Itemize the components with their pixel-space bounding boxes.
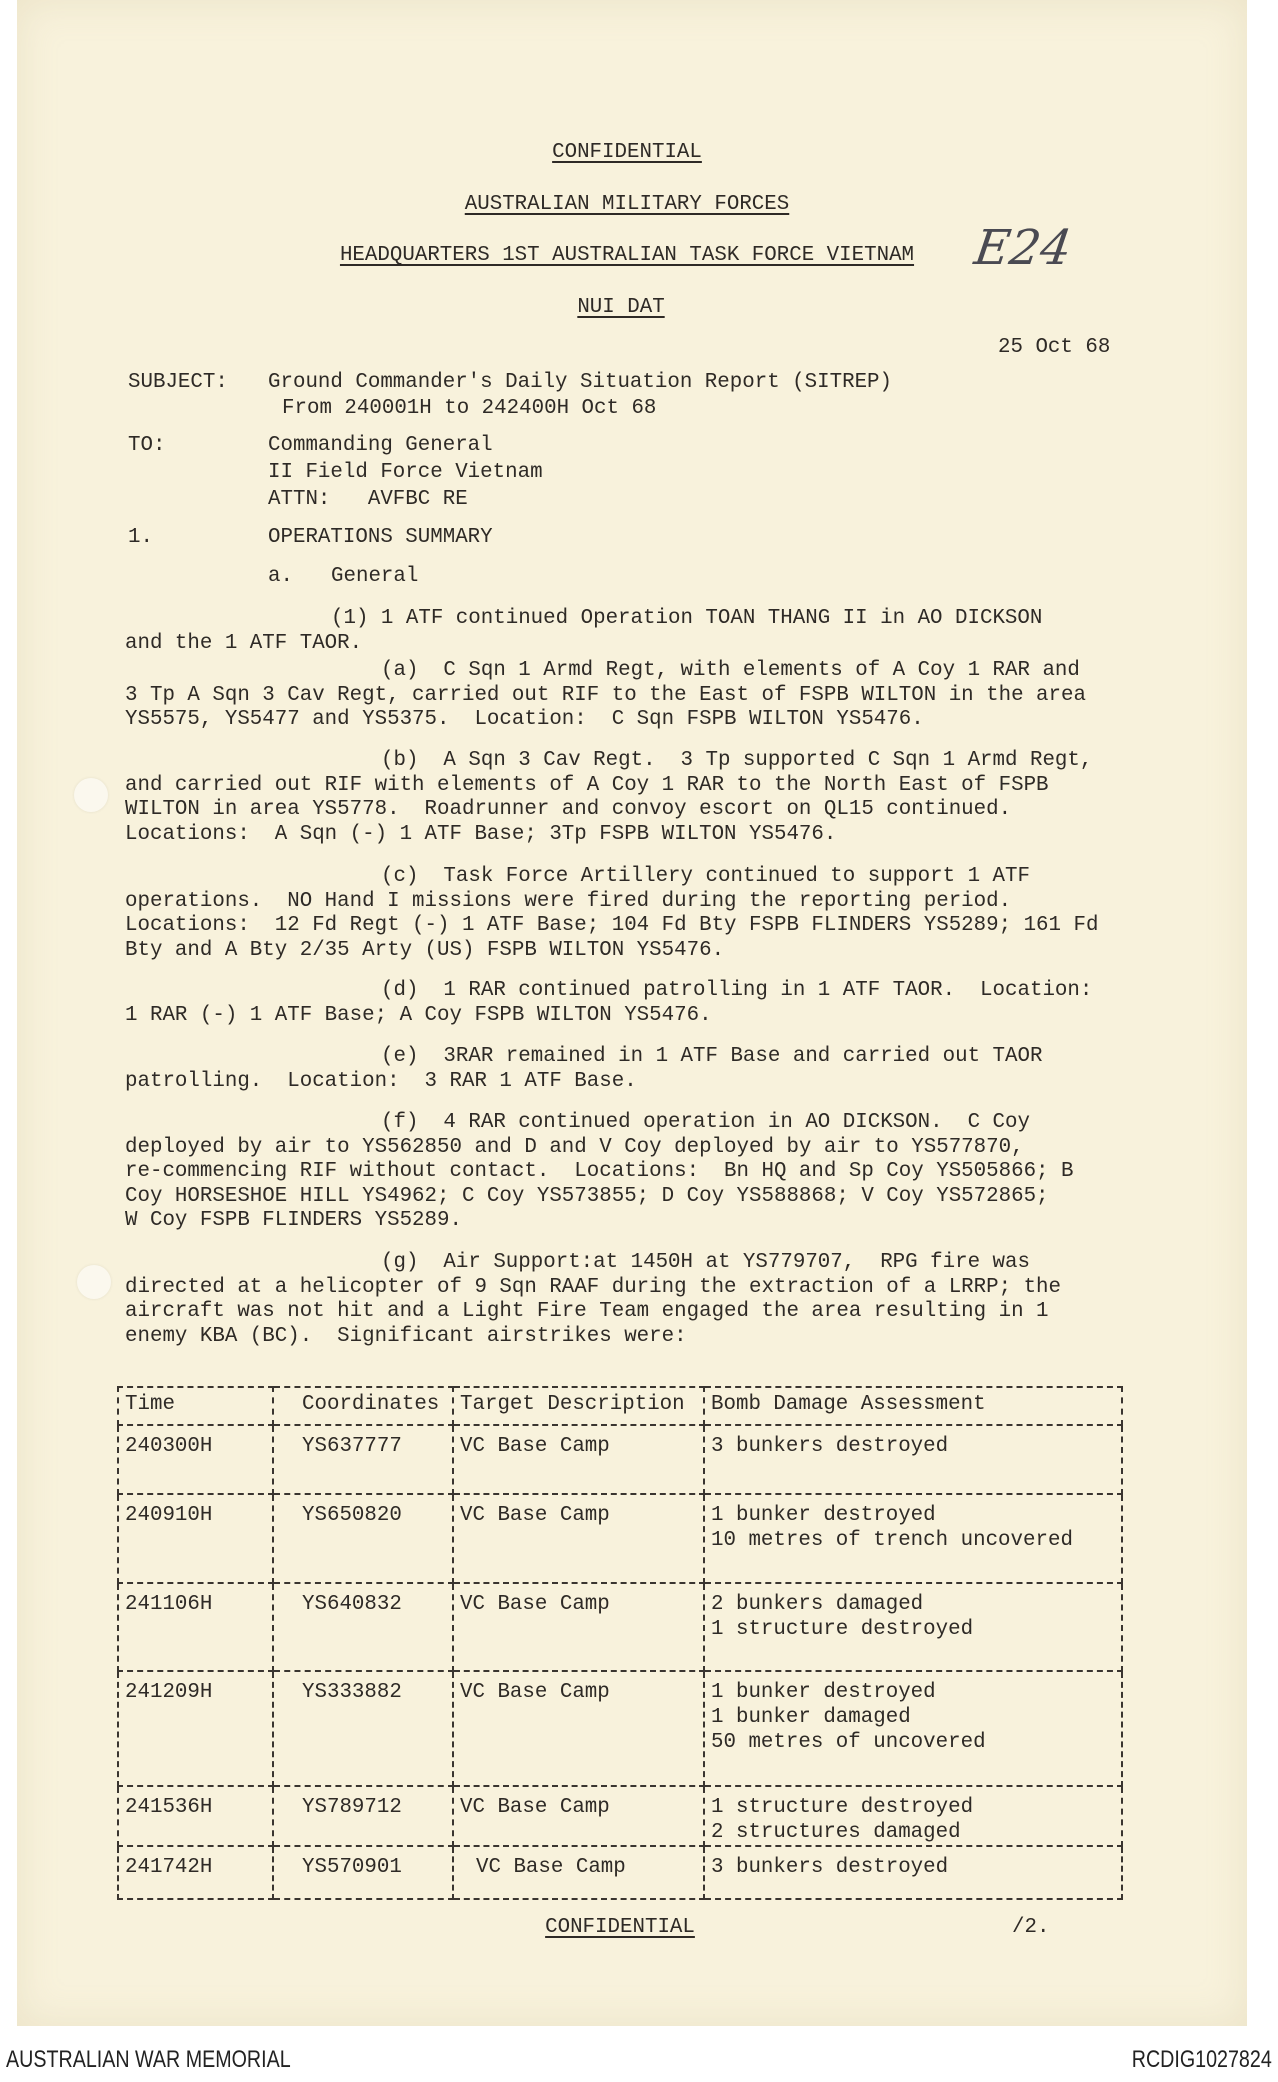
paragraph-d — [125, 979, 1092, 1028]
text-line: (a) C Sqn 1 Armd Regt, with elements of A Coy 1 RAR and — [381, 659, 1080, 682]
coordinates-cell: YS789712 — [273, 1786, 453, 1846]
target-cell: VC Base Camp — [453, 1494, 704, 1583]
text-line: Locations: A Sqn (-) 1 ATF Base; 3Tp FSPB WILTON YS5476. — [125, 822, 837, 846]
target-cell: VC Base Camp — [453, 1671, 704, 1786]
section-title: OPERATIONS SUMMARY — [268, 526, 493, 549]
text-line: (g) Air Support:at 1450H at YS779707, RPG fire was — [381, 1251, 1030, 1274]
text-line: directed at a helicopter of 9 Sqn RAAF during the extraction of a LRRP; the — [125, 1275, 1062, 1299]
column-header: Target Description — [453, 1387, 704, 1425]
text-line: aircraft was not hit and a Light Fire Team engaged the area resulting in 1 — [125, 1300, 1049, 1323]
handwritten-reference: E24 — [971, 220, 1076, 276]
text-line: 1 RAR (-) 1 ATF Base; A Coy FSPB WILTON YS5476. — [125, 1003, 712, 1027]
time-cell: 241536H — [118, 1786, 273, 1846]
text-line: (d) 1 RAR continued patrolling in 1 ATF TAOR. Location: — [381, 979, 1093, 1002]
coordinates-cell: YS570901 — [273, 1846, 453, 1899]
next-page-marker: /2. — [1012, 1916, 1050, 1939]
bda-cell: 1 bunker destroyed 1 bunker damaged 50 metres of uncovered — [704, 1671, 1122, 1786]
paragraph-1 — [125, 607, 1042, 656]
text-line: operations. NO Hand I missions were fired during the reporting period. — [125, 889, 1012, 913]
coordinates-cell: YS650820 — [273, 1494, 453, 1583]
paragraph-g — [125, 1251, 1061, 1349]
text-line: and carried out RIF with elements of A Coy 1 RAR to the North East of FSPB — [125, 773, 1049, 797]
text-line: YS5575, YS5477 and YS5375. Location: C Sqn FSPB WILTON YS5476. — [125, 708, 924, 731]
time-cell: 240300H — [118, 1425, 273, 1494]
bda-cell: 2 bunkers damaged 1 structure destroyed — [704, 1583, 1122, 1671]
target-cell: VC Base Camp — [453, 1425, 704, 1494]
to-label: TO: — [128, 434, 166, 457]
table-row — [118, 1786, 1122, 1846]
table-row — [118, 1425, 1122, 1494]
text-line: (e) 3RAR remained in 1 ATF Base and carried out TAOR — [381, 1045, 1043, 1068]
paragraph-a — [125, 659, 1086, 733]
column-header: Bomb Damage Assessment — [704, 1387, 1122, 1425]
text-line: re-commencing RIF without contact. Locations: Bn HQ and Sp Coy YS505866; B — [125, 1160, 1074, 1183]
subject-line: Ground Commander's Daily Situation Report (SITREP) — [268, 371, 893, 394]
table-row — [118, 1846, 1122, 1899]
headquarters-title: HEADQUARTERS 1ST AUSTRALIAN TASK FORCE VIETNAM — [339, 244, 915, 267]
text-line: Bty and A Bty 2/35 Arty (US) FSPB WILTON YS5476. — [125, 938, 725, 962]
bda-cell: 3 bunkers destroyed — [704, 1846, 1122, 1899]
time-cell: 241106H — [118, 1583, 273, 1671]
archive-record-id: RCDIG1027824 — [1131, 2046, 1272, 2073]
punch-hole — [74, 778, 108, 812]
column-header: Coordinates — [273, 1387, 453, 1425]
table-row — [118, 1494, 1122, 1583]
target-cell: VC Base Camp — [453, 1583, 704, 1671]
subsection-letter: a. — [268, 565, 293, 588]
addressee-line: Commanding General — [268, 434, 493, 457]
addressee-line: ATTN: AVFBC RE — [268, 488, 468, 511]
coordinates-cell: YS637777 — [273, 1425, 453, 1494]
bda-cell: 1 structure destroyed 2 structures damaged — [704, 1786, 1122, 1846]
classification-header: CONFIDENTIAL — [552, 141, 702, 164]
classification-footer: CONFIDENTIAL — [545, 1916, 695, 1939]
airstrikes-table — [117, 1386, 1123, 1900]
time-cell: 241209H — [118, 1671, 273, 1786]
time-cell: 241742H — [118, 1846, 273, 1899]
text-line: (1) 1 ATF continued Operation TOAN THANG II in AO DICKSON — [331, 607, 1043, 630]
organisation-title: AUSTRALIAN MILITARY FORCES — [464, 193, 790, 216]
text-line: W Coy FSPB FLINDERS YS5289. — [125, 1209, 462, 1232]
punch-hole — [77, 1265, 111, 1299]
table-row — [118, 1583, 1122, 1671]
document-date: 25 Oct 68 — [998, 336, 1111, 359]
paragraph-f — [125, 1111, 1074, 1234]
table-header-row — [118, 1387, 1122, 1425]
text-line: Locations: 12 Fd Regt (-) 1 ATF Base; 104 Fd Bty FSPB FLINDERS YS5289; 161 Fd — [125, 914, 1099, 937]
target-cell: VC Base Camp — [453, 1846, 704, 1899]
location-title: NUI DAT — [577, 296, 665, 319]
paragraph-c — [125, 865, 1098, 963]
archive-institution: AUSTRALIAN WAR MEMORIAL — [6, 2046, 291, 2073]
text-line: enemy KBA (BC). Significant airstrikes were: — [125, 1324, 687, 1348]
target-cell: VC Base Camp — [453, 1786, 704, 1846]
text-line: deployed by air to YS562850 and D and V Coy deployed by air to YS577870, — [125, 1135, 1024, 1159]
bda-cell: 3 bunkers destroyed — [704, 1425, 1122, 1494]
text-line: Coy HORSESHOE HILL YS4962; C Coy YS573855; D Coy YS588868; V Coy YS572865; — [125, 1184, 1049, 1208]
subject-label: SUBJECT: — [128, 371, 228, 394]
bda-cell: 1 bunker destroyed 10 metres of trench uncovered — [704, 1494, 1122, 1583]
column-header: Time — [118, 1387, 273, 1425]
coordinates-cell: YS640832 — [273, 1583, 453, 1671]
paragraph-b — [125, 749, 1092, 847]
text-line: WILTON in area YS5778. Roadrunner and convoy escort on QL15 continued. — [125, 798, 1012, 821]
time-cell: 240910H — [118, 1494, 273, 1583]
text-line: (f) 4 RAR continued operation in AO DICKSON. C Coy — [381, 1111, 1030, 1134]
subsection-title: General — [331, 565, 419, 588]
addressee-line: II Field Force Vietnam — [268, 461, 543, 484]
paragraph-e — [125, 1045, 1042, 1094]
text-line: 3 Tp A Sqn 3 Cav Regt, carried out RIF to the East of FSPB WILTON in the area — [125, 683, 1086, 707]
text-line: (b) A Sqn 3 Cav Regt. 3 Tp supported C Sqn 1 Armd Regt, — [381, 749, 1093, 772]
subject-period: From 240001H to 242400H Oct 68 — [282, 397, 657, 420]
text-line: and the 1 ATF TAOR. — [125, 631, 363, 655]
table-row — [118, 1671, 1122, 1786]
text-line: (c) Task Force Artillery continued to support 1 ATF — [381, 865, 1030, 888]
section-number: 1. — [128, 526, 153, 549]
coordinates-cell: YS333882 — [273, 1671, 453, 1786]
text-line: patrolling. Location: 3 RAR 1 ATF Base. — [125, 1069, 637, 1093]
